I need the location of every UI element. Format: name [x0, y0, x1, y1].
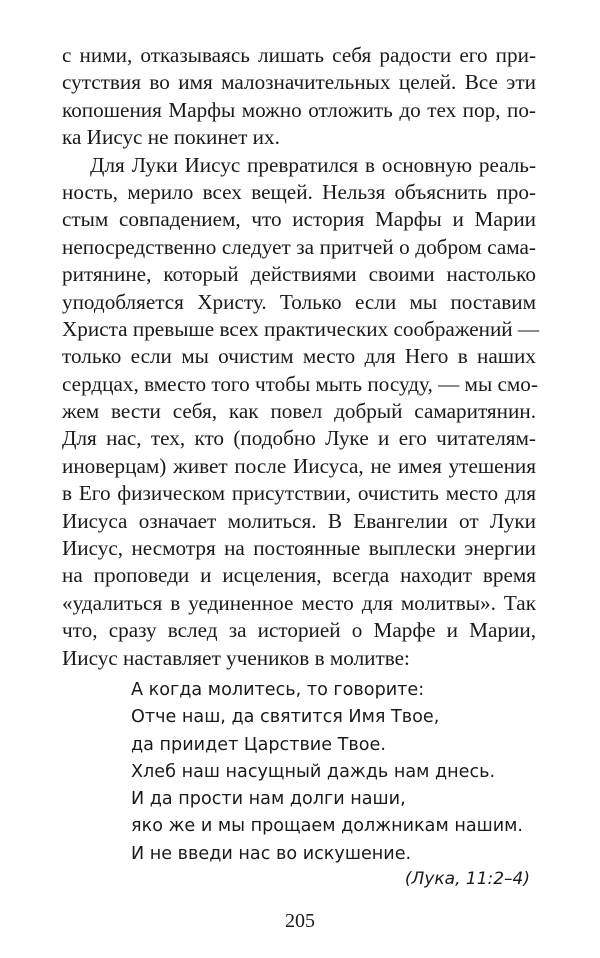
quote-line: И не введи нас во искушение. — [131, 843, 412, 864]
page-number: 205 — [285, 910, 315, 932]
text-line: ность, мерило всех вещей. Нельзя объяснить про- — [62, 179, 536, 204]
text-line: Иисус, несмотря на постоянные выплески энергии — [62, 536, 536, 561]
text-line: Иисус наставляет учеников в молитве: — [62, 645, 410, 670]
text-line: жем вести себя, как повел добрый самаритянин. — [62, 399, 536, 424]
text-line: сердцах, вместо того чтобы мыть посуду, — мы смо- — [62, 371, 538, 396]
text-line: что, сразу вслед за историей о Марфе и Марии, — [62, 618, 536, 643]
quote-line: А когда молитесь, то говорите: — [131, 680, 425, 700]
text-line: ка Иисус не покинет их. — [62, 125, 280, 150]
quote-line: яко же и мы прощаем должникам нашим. — [131, 816, 524, 837]
text-line: только если мы очистим место для Него в наших — [62, 344, 536, 369]
body-text — [62, 42, 540, 672]
text-line: копошения Марфы можно отложить до тех пор, по- — [62, 97, 536, 122]
text-line: непосредственно следует за притчей о добром сама- — [62, 234, 536, 259]
prayer-quote — [131, 677, 551, 868]
text-line: Христа превыше всех практических соображений — — [62, 316, 540, 341]
text-line: «удалиться в уединенное место для молитвы». Так — [62, 590, 536, 615]
quote-line: да приидет Царствие Твое. — [131, 734, 386, 755]
text-line: сутствия во имя малозначительных целей. Все эти — [62, 70, 536, 95]
paragraph-1 — [62, 42, 536, 152]
quote-line: Отче наш, да святится Имя Твое, — [131, 707, 440, 728]
text-line: уподобляется Христу. Только если мы поставим — [62, 289, 536, 314]
text-line: в Его физическом присутствии, очистить место для — [62, 481, 536, 506]
text-line: на проповеди и исцеления, всегда находит время — [62, 563, 536, 588]
text-line: с ними, отказываясь лишать себя радости его при- — [62, 43, 536, 67]
text-line: Для Луки Иисус превратился в основную реаль- — [90, 152, 536, 177]
text-line: ритянине, который действиями своими настолько — [62, 262, 536, 287]
quote-line: Хлеб наш насущный даждь нам днесь. — [131, 761, 496, 782]
text-line: иноверцам) живет после Иисуса, не имея утешения — [62, 453, 536, 478]
text-line: Для нас, тех, кто (подобно Луке и его читателям- — [62, 426, 536, 451]
text-line: Иисуса означает молиться. В Евангелии от Луки — [62, 508, 536, 533]
paragraph-2 — [62, 152, 540, 672]
text-line: стым совпадением, что история Марфы и Марии — [62, 207, 536, 232]
quote-citation: (Лука, 11:2–4) — [404, 869, 530, 889]
quote-line: И да прости нам долги наши, — [131, 789, 406, 810]
